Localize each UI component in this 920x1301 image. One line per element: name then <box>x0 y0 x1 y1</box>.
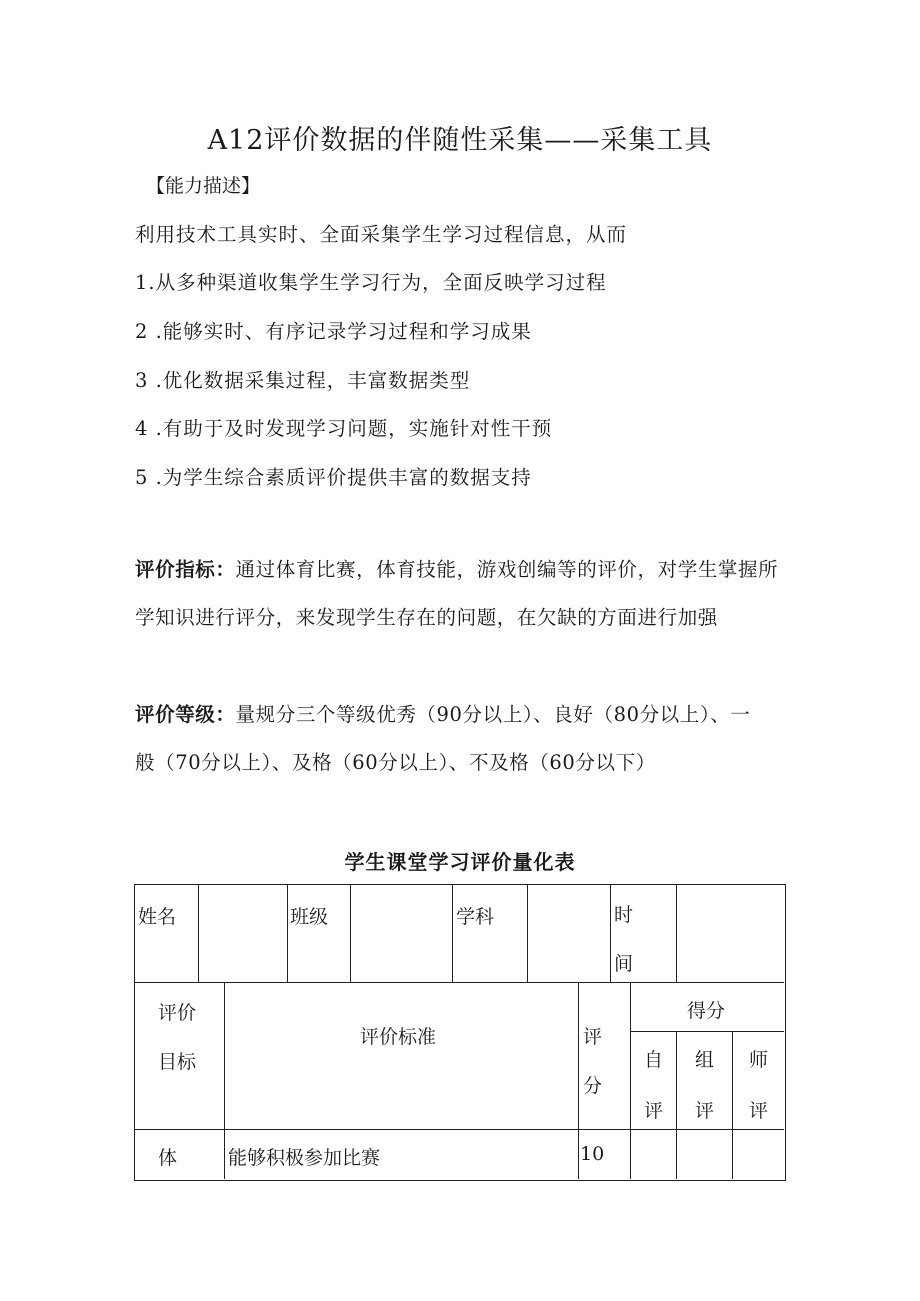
col-divider <box>610 884 611 982</box>
score-label: 得分 <box>687 1000 726 1022</box>
page-title: A12评价数据的伴随性采集——采集工具 <box>207 125 713 156</box>
ability-item-1: 1.从多种渠道收集学生学习行为，全面反映学习过程 <box>135 271 607 294</box>
row-divider <box>134 1129 784 1130</box>
subject-label: 学科 <box>456 906 495 928</box>
ability-item-3: 3 .优化数据采集过程，丰富数据类型 <box>135 369 471 392</box>
col-divider <box>676 884 677 982</box>
indicator-text: 通过体育比赛，体育技能，游戏创编等的评价，对学生掌握所学知识进行评分，来发现学生存在的问题，在欠缺的方面进行加强 <box>135 558 779 629</box>
name-label: 姓名 <box>138 906 177 928</box>
goal-label-1: 评价 <box>158 1002 197 1024</box>
goal-label-2: 目标 <box>158 1051 197 1073</box>
points-label-1: 评 <box>583 1026 603 1048</box>
ability-item-2: 2 .能够实时、有序记录学习过程和学习成果 <box>135 320 532 343</box>
teacher-eval-2: 评 <box>749 1100 769 1122</box>
grade-text: 量规分三个等级优秀（90分以上）、良好（80分以上）、一般（70分以上）、及格（60分以上）、不及格（60分以下） <box>135 703 751 774</box>
row1-standard: 能够积极参加比赛 <box>228 1147 381 1169</box>
class-label: 班级 <box>290 906 329 928</box>
table-title: 学生课堂学习评价量化表 <box>344 850 576 874</box>
col-divider <box>287 884 288 982</box>
col-divider <box>350 884 351 982</box>
group-eval-2: 评 <box>695 1100 715 1122</box>
row1-points: 10 <box>580 1143 605 1165</box>
points-label-2: 分 <box>583 1075 603 1097</box>
self-eval-1: 自 <box>644 1049 664 1071</box>
row-divider <box>134 982 784 983</box>
group-eval-1: 组 <box>695 1049 715 1071</box>
col-divider <box>578 982 579 1179</box>
grade-paragraph <box>135 691 755 787</box>
indicator-paragraph <box>135 546 790 642</box>
grade-label: 评价等级： <box>135 703 236 726</box>
row1-goal: 体 <box>158 1147 178 1169</box>
col-divider <box>452 884 453 982</box>
ability-heading: 【能力描述】 <box>146 175 261 197</box>
standard-label: 评价标准 <box>360 1026 437 1048</box>
col-divider <box>224 982 225 1179</box>
self-eval-2: 评 <box>644 1100 664 1122</box>
time-label-2: 间 <box>614 953 634 975</box>
col-divider <box>198 884 199 982</box>
indicator-label: 评价指标： <box>135 558 236 581</box>
row-divider <box>630 1031 784 1032</box>
teacher-eval-1: 师 <box>749 1049 769 1071</box>
ability-item-4: 4 .有助于及时发现学习问题，实施针对性干预 <box>135 417 553 440</box>
col-divider <box>527 884 528 982</box>
time-label-1: 时 <box>614 904 634 926</box>
ability-item-5: 5 .为学生综合素质评价提供丰富的数据支持 <box>135 466 532 489</box>
intro-text: 利用技术工具实时、全面采集学生学习过程信息，从而 <box>135 223 628 246</box>
col-divider <box>676 1031 677 1179</box>
col-divider <box>732 1031 733 1179</box>
col-divider <box>630 982 631 1179</box>
